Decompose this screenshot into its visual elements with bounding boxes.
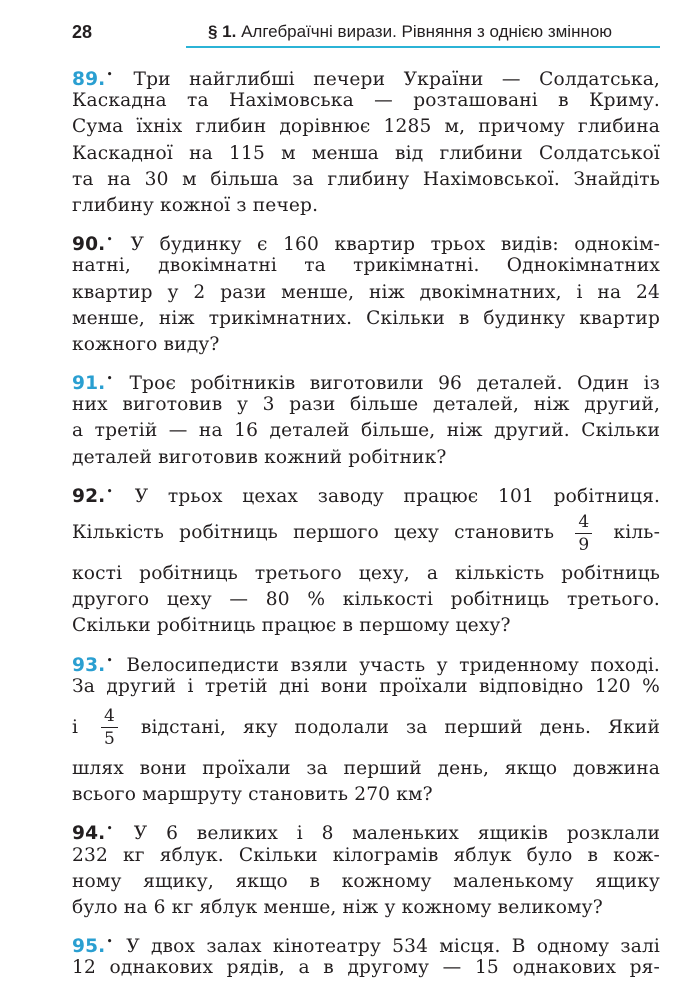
problem-line: та на 30 м більша за глибину Нахімовської. Знайдіть	[72, 168, 660, 190]
problem-line: Скільки робітниць працює в першому цеху?	[72, 615, 511, 637]
header-rule	[186, 46, 660, 48]
problem-94	[72, 816, 660, 921]
problem-line	[72, 62, 660, 88]
problem-line	[72, 505, 660, 561]
problem-line	[72, 227, 661, 256]
problem-93	[72, 648, 660, 809]
problem-line: квартир у 2 рази менше, ніж двокімнатних, і на 24	[72, 281, 660, 303]
fraction-numerator: 4	[101, 705, 118, 728]
problem-line: них виготовив у 3 рази більше деталей, ніж другий,	[72, 394, 660, 416]
problem-line: всього маршруту становить 270 км?	[72, 784, 433, 806]
problem-number: 92.	[72, 485, 106, 507]
problem-line	[72, 648, 660, 674]
problem-line: Сума їхніх глибин дорівнює 1285 м, причому глибина	[72, 116, 660, 138]
difficulty-mark: •	[106, 233, 114, 247]
problem-92	[72, 479, 660, 640]
problem-line: шлях вони проїхали за перший день, якщо довжина	[72, 757, 660, 779]
problem-text: Кількість робітниць першого цеху становить	[72, 522, 555, 543]
problem-95	[72, 929, 660, 981]
problem-line: глибину кожної з печер.	[72, 194, 319, 216]
fraction-denominator: 5	[103, 729, 115, 750]
problem-text: Три найглибші печери України — Солдатська,	[133, 69, 660, 90]
problems-list	[72, 62, 660, 989]
problem-line: другого цеху — 80 % кількості робітниць третього.	[72, 589, 660, 611]
problem-line	[72, 700, 660, 756]
fraction-numerator: 4	[575, 511, 592, 534]
problem-text: і	[72, 716, 79, 738]
problem-line: менше, ніж трикімнатних. Скільки в будинку квартир	[72, 307, 660, 329]
problem-90	[72, 227, 660, 358]
fraction-denominator: 9	[578, 534, 590, 555]
problem-number: 95.	[72, 936, 106, 958]
running-head	[208, 22, 612, 42]
problem-line: Каскадна та Нахімовська — розташовані в Криму.	[72, 90, 660, 112]
problem-text: У будинку є 160 квартир трьох видів: однокім-	[130, 234, 661, 256]
difficulty-mark: •	[106, 935, 114, 949]
problem-line: натні, двокімнатні та трикімнатні. Однокімнатних	[72, 255, 660, 277]
problem-number: 94.	[72, 823, 106, 845]
problem-text: У трьох цехах заводу працює 101 робітниця.	[134, 485, 661, 507]
problem-number: 89.	[72, 69, 106, 90]
problem-line: деталей виготовив кожний робітник?	[72, 446, 447, 468]
difficulty-mark: •	[106, 653, 114, 667]
problem-number: 93.	[72, 654, 106, 676]
difficulty-mark: •	[106, 822, 114, 836]
problem-line	[72, 479, 660, 505]
problem-line: Каскадної на 115 м менша від глибини Солдатської	[72, 142, 660, 164]
problem-line: За другий і третій дні вони проїхали відповідно 120 %	[72, 675, 660, 697]
problem-91	[72, 366, 660, 471]
difficulty-mark: •	[106, 68, 114, 81]
problem-line: кожного виду?	[72, 333, 220, 355]
problem-line: 232 кг яблук. Скільки кілограмів яблук було в кож-	[72, 844, 660, 866]
problem-line: кості робітниць третього цеху, а кількість робітниць	[72, 563, 660, 584]
problem-line: було на 6 кг яблук менше, ніж у кожному великому?	[72, 896, 603, 918]
fraction-4-5	[101, 705, 118, 750]
difficulty-mark: •	[106, 372, 114, 386]
problem-line	[72, 929, 661, 958]
problem-89	[72, 62, 660, 219]
problem-number: 91.	[72, 373, 106, 395]
problem-text: відстані, яку подолали за перший день. Який	[140, 716, 661, 738]
problem-line	[72, 816, 660, 845]
problem-text: У двох залах кінотеатру 534 місця. В одному залі	[126, 936, 661, 958]
problem-line: а третій — на 16 деталей більше, ніж другий. Скільки	[72, 420, 660, 442]
section-label: § 1.	[208, 22, 237, 41]
problem-text: У 6 великих і 8 маленьких ящиків розклали	[133, 823, 660, 845]
problem-line: 12 однакових рядів, а в другому — 15 однакових ря-	[72, 957, 660, 979]
problem-text: кіль-	[613, 522, 661, 543]
problem-text: Троє робітників виготовили 96 деталей. Один із	[129, 373, 661, 395]
fraction-4-9	[575, 511, 592, 556]
difficulty-mark: •	[106, 484, 114, 498]
problem-line	[72, 366, 661, 395]
problem-text: Велосипедисти взяли участь у триденному поході.	[126, 654, 660, 676]
page-number: 28	[72, 22, 93, 42]
section-title: Алгебраїчні вирази. Рівняння з однією змінною	[241, 22, 613, 41]
problem-number: 90.	[72, 234, 106, 256]
page-header	[0, 0, 695, 60]
problem-line: ному ящику, якщо в кожному маленькому ящику	[72, 870, 660, 892]
